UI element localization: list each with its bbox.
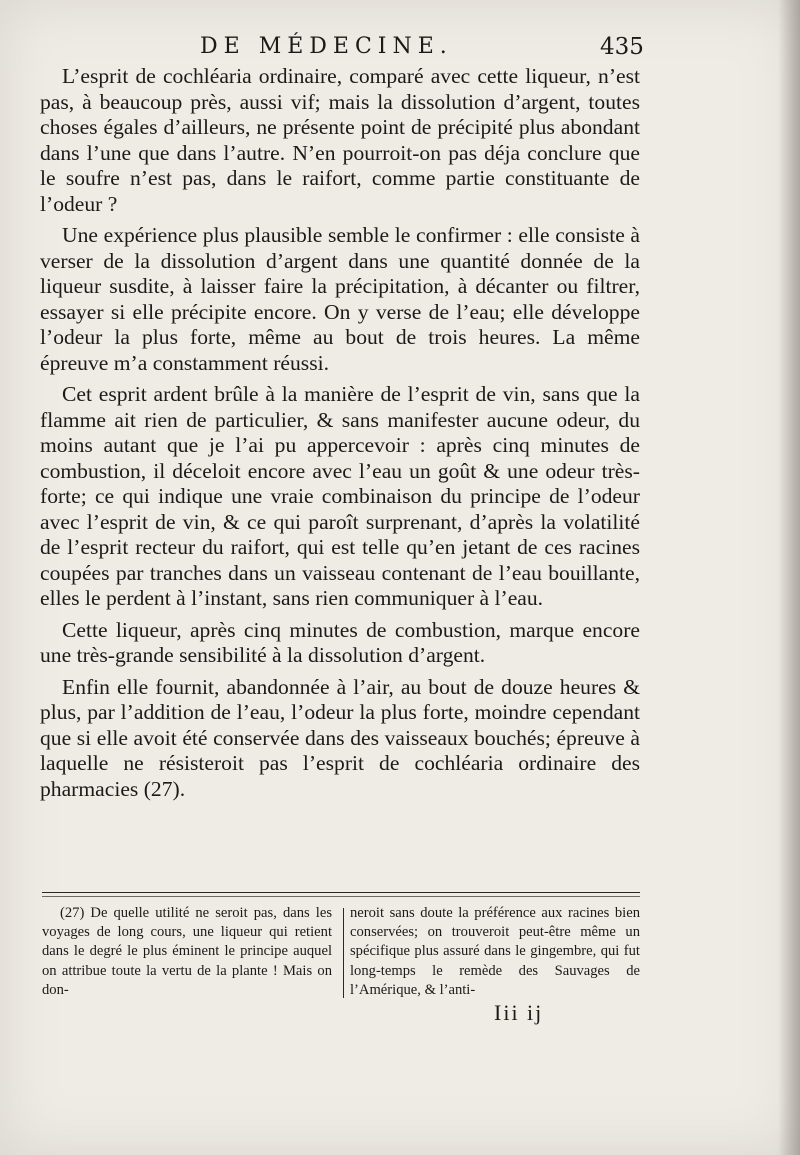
footnote-block [42, 904, 642, 1000]
page-header [40, 34, 660, 64]
paragraph: L’esprit de cochléaria ordinaire, comparé avec cette liqueur, n’est pas, à beaucoup près, aussi vif; mais la dissolution d’argent, toutes choses égales d’ailleurs, ne présente point de précipité plus abondant dans l’une que dans l’autre. N’en pourroit-on pas déja conclure que le soufre n’est pas, dans le raifort, comme partie constituante de l’odeur ? [40, 64, 640, 216]
footnote-rule-thin [42, 896, 640, 897]
paragraph: Cette liqueur, après cinq minutes de combustion, marque encore une très-grande sensibilité à la dissolution d’argent. [40, 617, 640, 667]
running-title: DE MÉDECINE. [200, 34, 453, 59]
paragraph: Enfin elle fournit, abandonnée à l’air, au bout de douze heures & plus, par l’addition de l’eau, l’odeur la plus forte, moindre cependant que si elle avoit été conservée dans des vaisseaux bouchés; épreuve à laquelle ne résisteroit pas l’esprit de cochléaria ordinaire des pharmacies (27). [40, 674, 640, 801]
column-divider [343, 908, 344, 998]
footnote-left-column: (27) De quelle utilité ne seroit pas, dans les voyages de long cours, une liqueur qui retient dans le degré le plus éminent le principe auquel on attribue toute la vertu de la plante ! Mais on don- [42, 905, 332, 998]
footnote-right-column: neroit sans doute la préférence aux racines bien conservées; on trouveroit peut-être même un spécifique plus assuré dans le gingembre, qui fut long-temps le remède des Sauvages de l’Amérique, & l’anti- [350, 905, 640, 998]
paragraph: Cet esprit ardent brûle à la manière de l’esprit de vin, sans que la flamme ait rien de particulier, & sans manifester aucune odeur, du moins autant que je l’ai pu appercevoir : après cinq minutes de combustion, il déceloit encore avec l’eau un goût & une odeur très-forte; ce qui indique une vraie combinaison du principe de l’odeur avec l’esprit de vin, & ce qui paroît surprenant, d’après la volatilité de l’esprit recteur du raifort, qui est telle qu’en jetant de ces racines coupées par tranches dans un vaisseau contenant de l’eau bouillante, elles le perdent à l’instant, sans rien communiquer à l’eau. [40, 382, 640, 610]
signature-mark: Iii ij [494, 1000, 544, 1025]
page-edge-shadow [778, 0, 800, 1155]
footnote-rule [42, 892, 640, 893]
main-text [40, 64, 640, 808]
paragraph: Une expérience plus plausible semble le confirmer : elle consiste à verser de la dissolution d’argent dans une quantité donnée de la liqueur susdite, à laisser faire la précipitation, à décanter ou filtrer, essayer si elle précipite encore. On y verse de l’eau; elle développe l’odeur la plus forte, même au bout de trois heures. La même épreuve m’a constamment réussi. [40, 223, 640, 375]
page-number: 435 [600, 34, 644, 60]
